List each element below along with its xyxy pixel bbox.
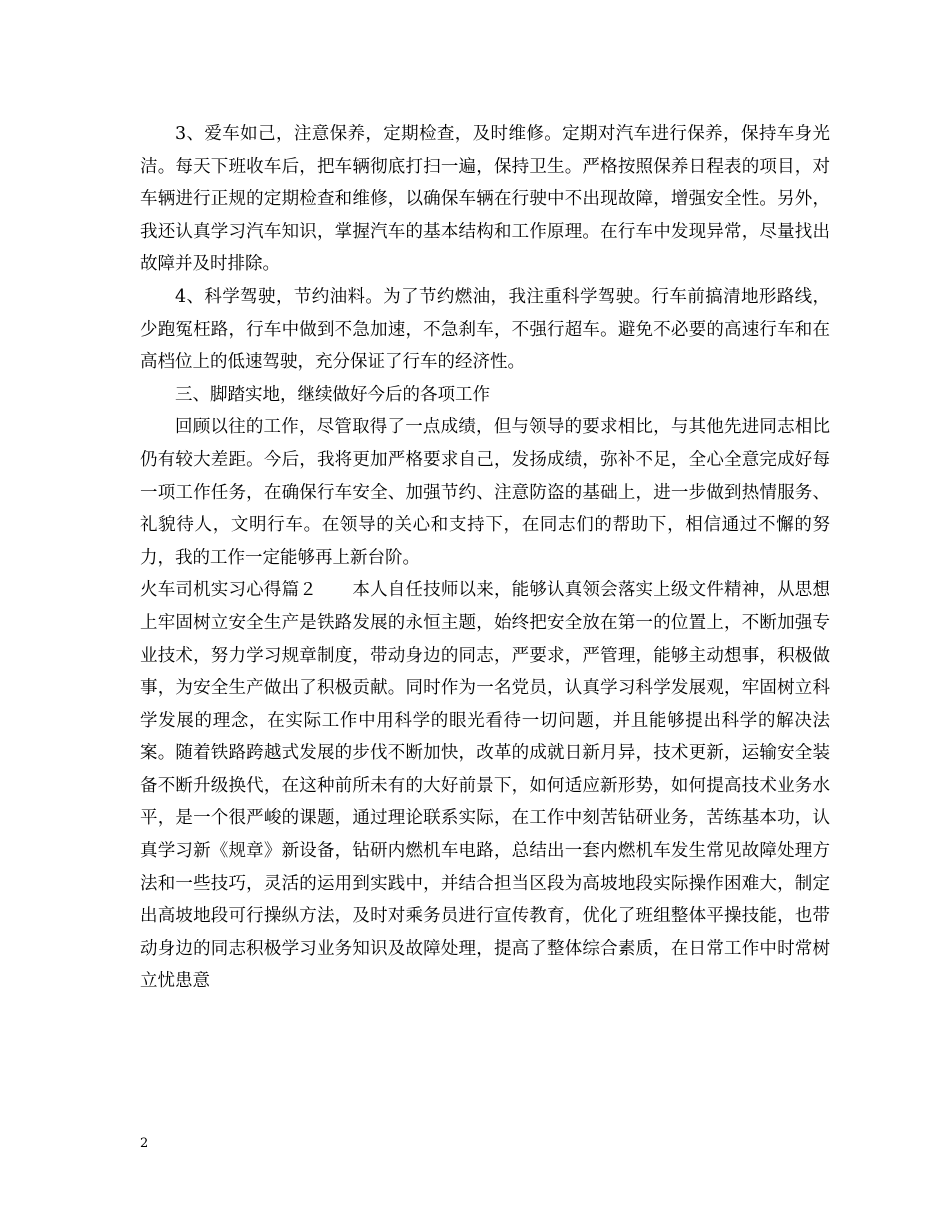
- paragraph-maintenance: 3、爱车如己，注意保养，定期检查，及时维修。定期对汽车进行保养，保持车身光洁。每天下班收车后，把车辆彻底打扫一遍，保持卫生。严格按照保养日程表的项目，对车辆进行正规的定期检查和维修，以确保车辆在行驶中不出现故障，增强安全性。另外，我还认真学习汽车知识，掌握汽车的基本结构和工作原理。在行车中发现异常，尽量找出故障并及时排除。: [140, 124, 830, 275]
- paragraph-article-2: 火车司机实习心得篇２ 本人自任技师以来，能够认真领会落实上级文件精神，从思想上牢固树立安全生产是铁路发展的永恒主题，始终把安全放在第一的位置上，不断加强专业技术，努力学习规章制度，带动身边的同志，严要求，严管理，能够主动想事，积极做事，为安全生产做出了积极贡献。同时作为一名党员，认真学习科学发展观，牢固树立科学发展的理念，在实际工作中用科学的眼光看待一切问题，并且能够提出科学的解决法案。随着铁路跨越式发展的步伐不断加快，改革的成就日新月异，技术更新，运输安全装备不断升级换代，在这种前所未有的大好前景下，如何适应新形势，如何提高技术业务水平，是一个很严峻的课题，通过理论联系实际，在工作中刻苦钻研业务，苦练基本功，认真学习新《规章》新设备，钻研内燃机车电路，总结出一套内燃机车发生常见故障处理方法和一些技巧，灵活的运用到实践中，并结合担当区段为高坡地段实际操作困难大，制定出高坡地段可行操纵方法，及时对乘务员进行宣传教育，优化了班组整体平操技能，也带动身边的同志积极学习业务知识及故障处理，提高了整体综合素质，在日常工作中时常树立忧患意: [140, 580, 830, 992]
- paragraph-fuel-saving: 4、科学驾驶，节约油料。为了节约燃油，我注重科学驾驶。行车前搞清地形路线，少跑冤枉路，行车中做到不急加速，不急刹车，不强行超车。避免不必要的高速行车和在高档位上的低速驾驶，充分保证了行车的经济性。: [140, 286, 830, 373]
- paragraph-review: 回顾以往的工作，尽管取得了一点成绩，但与领导的要求相比，与其他先进同志相比仍有较大差距。今后，我将更加严格要求自己，发扬成绩，弥补不足，全心全意完成好每一项工作任务，在确保行车安全、加强节约、注意防盗的基础上，进一步做到热情服务、礼貌待人，文明行车。在领导的关心和支持下，在同志们的帮助下，相信通过不懈的努力，我的工作一定能够再上新台阶。: [140, 417, 830, 568]
- page-number: 2: [140, 1136, 149, 1151]
- document-body: [140, 118, 830, 998]
- section-heading-future-work: 三、脚踏实地，继续做好今后的各项工作: [175, 384, 490, 405]
